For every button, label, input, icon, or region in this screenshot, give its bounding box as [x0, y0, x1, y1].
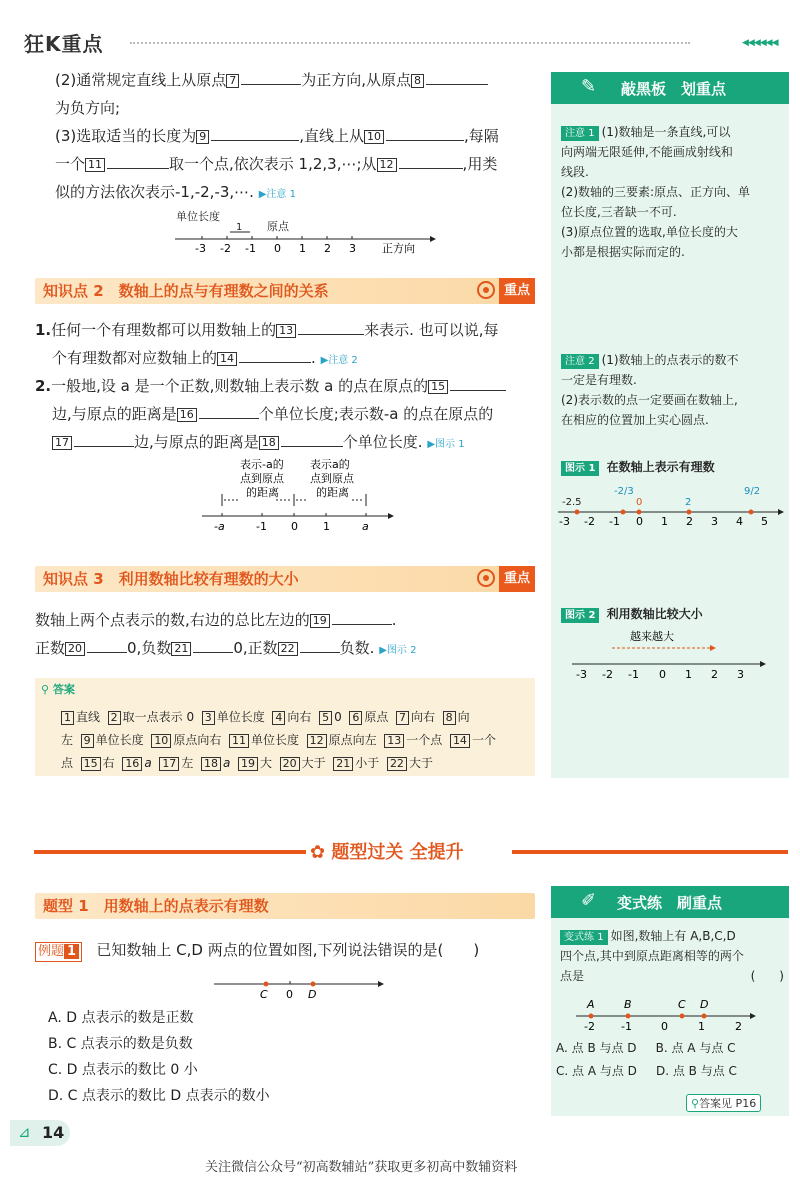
- left-distance-label: 的距离: [246, 486, 279, 499]
- example-1-number-line: [210, 972, 390, 1002]
- tick-label: 0: [636, 515, 643, 528]
- answer-ref[interactable]: ⚲答案见 P16: [686, 1094, 761, 1112]
- tick-label: -2: [584, 1020, 595, 1033]
- header-arrows: ◀◀◀◀◀◀: [742, 38, 778, 48]
- point-label: 9/2: [744, 486, 761, 497]
- flower-icon: ✿: [310, 842, 326, 863]
- tick-label: -3: [576, 668, 587, 681]
- point-label: -2/3: [614, 486, 634, 497]
- example-1-stem: 例题 1 已知数轴上 C,D 两点的位置如图,下列说法错误的是( ): [35, 936, 479, 964]
- tick-label: 1: [698, 1020, 705, 1033]
- sidebar-number-line-2: [570, 626, 770, 682]
- key-icon: ⚲: [41, 683, 50, 696]
- example-tag: 例题 1: [35, 942, 82, 962]
- student-icon: ✐: [581, 890, 597, 911]
- sidebar-note-1: 注意 1 (1)数轴是一条直线,可以 向两端无限延伸,不能画成射线和 线段. (2)数轴的三要素:原点、正方向、单 位长度,三者缺一不可. (3)原点位置的选取,单位长度的大 小都是根据实际而定的.: [561, 125, 751, 259]
- note-link[interactable]: ▶注意 1: [258, 189, 296, 200]
- tick-label: -2: [220, 242, 231, 255]
- note-link[interactable]: ▶注意 2: [320, 355, 358, 366]
- intro-line-2: 为负方向;: [55, 99, 121, 117]
- target-icon: [477, 569, 495, 587]
- choice-a[interactable]: A. D 点表示的数是正数: [48, 1010, 194, 1026]
- section-2-item-1: 1.任何一个有理数都可以用数轴上的 13 来表示. 也可以说,每: [35, 316, 498, 344]
- practice-title: 变式练 刷重点: [617, 894, 723, 912]
- number-line-figure-1: [160, 206, 440, 262]
- tick-label: -3: [559, 515, 570, 528]
- unit-length-label: 单位长度: [176, 210, 220, 223]
- left-distance-label: 点到原点: [240, 472, 284, 485]
- number-line-figure-2: [196, 458, 396, 536]
- sidebar-figure-2-header: 图示 2 利用数轴比较大小: [561, 604, 703, 624]
- teacher-icon: ✎: [581, 76, 597, 97]
- point-label: 2: [685, 497, 692, 508]
- tick-label: 5: [761, 515, 768, 528]
- note-tag: 注意 1: [561, 126, 599, 141]
- tick-label: 1: [685, 668, 692, 681]
- choice-d[interactable]: D. C 点表示的数比 D 点表示的数小: [48, 1088, 270, 1104]
- right-distance-label: 点到原点: [310, 472, 354, 485]
- answer-box: [35, 678, 535, 776]
- tick-label: 4: [736, 515, 743, 528]
- tick-label: 3: [711, 515, 718, 528]
- question-type-1-header: [35, 893, 535, 919]
- tick-label: -1: [628, 668, 639, 681]
- practice-choices-1: [556, 1038, 736, 1058]
- section-2-title: 知识点 2 数轴上的点与有理数之间的关系: [43, 282, 329, 300]
- intro-line-4: 一个 11 取一个点,依次表示 1,2,3,⋯;从 12 ,用类: [55, 150, 497, 178]
- tick-label: -1: [245, 242, 256, 255]
- practice-choices-2: [556, 1061, 737, 1081]
- practice-number-line: [572, 996, 762, 1034]
- brand-logo: [24, 28, 104, 57]
- compass-icon: ⊿: [18, 1123, 31, 1141]
- section-2-item-2-cont-2: 17 边,与原点的距离是 18 个单位长度. ▶图示 1: [52, 428, 465, 459]
- tick-label: -1: [609, 515, 620, 528]
- practice-choice-c[interactable]: C. 点 A 与点 D: [556, 1064, 637, 1078]
- sidebar-note-2: 注意 2 (1)数轴上的点表示的数不 一定是有理数. (2)表示数的点一定要画在数轴上, 在相应的位置加上实心圆点.: [561, 353, 739, 427]
- divider-left: [34, 850, 306, 854]
- tick-label: 0: [659, 668, 666, 681]
- tick-label: 3: [737, 668, 744, 681]
- tick-label: 2: [735, 1020, 742, 1033]
- key-icon: ⚲: [691, 1097, 700, 1110]
- right-distance-label: 的距离: [316, 486, 349, 499]
- page-number-badge: [10, 1120, 70, 1146]
- tick-label: -a: [214, 520, 225, 533]
- figure-link[interactable]: ▶图示 1: [427, 439, 465, 450]
- section-2-header: [35, 278, 535, 304]
- tick-label: 1: [323, 520, 330, 533]
- tick-label: 1: [299, 242, 306, 255]
- answer-row-3: 点 15 右 16 a 17 左 18 a 19 大 20 大于 21 小于 22 大于: [61, 756, 433, 770]
- key-point-badge: 重点: [499, 278, 535, 304]
- sidebar-figure-1-header: 图示 1 在数轴上表示有理数: [561, 457, 715, 477]
- divider-right: [512, 850, 788, 854]
- figure-link[interactable]: ▶图示 2: [379, 645, 417, 656]
- point-label: 0: [636, 497, 643, 508]
- point-label: B: [624, 998, 632, 1011]
- right-distance-label: 表示a的: [310, 458, 350, 471]
- tick-label: 3: [349, 242, 356, 255]
- direction-label: 正方向: [382, 242, 415, 255]
- one-unit-label: 1: [236, 222, 243, 233]
- tick-label: 0: [291, 520, 298, 533]
- answer-header: ⚲ 答案: [41, 683, 75, 696]
- figure-tag: 图示 2: [561, 608, 599, 623]
- origin-label: 原点: [267, 220, 289, 233]
- practice-choice-b[interactable]: B. 点 A 与点 C: [655, 1041, 736, 1055]
- section-3-line-2: 正数 20 0,负数 21 0,正数 22 负数. ▶图示 2: [35, 634, 416, 665]
- section-2-item-1-cont: 个有理数都对应数轴上的 14 . ▶注意 2: [52, 344, 358, 375]
- sidebar-header: [551, 72, 789, 104]
- tick-label: 1: [661, 515, 668, 528]
- section-3-title: 知识点 3 利用数轴比较有理数的大小: [43, 570, 299, 588]
- answer-row-1: 1 直线 2 取一点表示 0 3 单位长度 4 向右 5 0 6 原点 7 向右 8 向: [61, 707, 470, 727]
- arrow-label: 越来越大: [630, 630, 674, 643]
- section-3-line-1: 数轴上两个点表示的数,右边的总比左边的 19 .: [35, 606, 397, 634]
- section-3-header: [35, 566, 535, 592]
- intro-line-3: (3)选取适当的长度为 9 ,直线上从 10 ,每隔: [55, 122, 499, 150]
- tick-label: -3: [195, 242, 206, 255]
- tick-label: 2: [324, 242, 331, 255]
- point-label: D: [308, 988, 317, 1001]
- choice-b[interactable]: B. C 点表示的数是负数: [48, 1036, 193, 1052]
- point-label: A: [587, 998, 595, 1011]
- tick-label: -2: [602, 668, 613, 681]
- practice-tag: 变式练 1: [560, 930, 608, 945]
- intro-line-5: 似的方法依次表示-1,-2,-3,⋯. ▶注意 1: [55, 183, 296, 201]
- answer-row-2: 左 9 单位长度 10 原点向右 11 单位长度 12 原点向左 13 一个点 14 一个: [61, 733, 496, 747]
- point-label: C: [260, 988, 268, 1001]
- point-label: -2.5: [562, 497, 582, 508]
- section-2-item-2: 2.一般地,设 a 是一个正数,则数轴上表示数 a 的点在原点的 15: [35, 372, 506, 400]
- practice-choice-a[interactable]: A. 点 B 与点 D: [556, 1041, 637, 1055]
- tick-label: 2: [686, 515, 693, 528]
- divider-title: ✿ 题型过关 全提升: [310, 842, 464, 863]
- target-icon: [477, 281, 495, 299]
- tick-label: -2: [584, 515, 595, 528]
- question-type-1-title: 题型 1 用数轴上的点表示有理数: [43, 897, 269, 915]
- key-point-badge: 重点: [499, 566, 535, 592]
- point-label: C: [678, 998, 686, 1011]
- tick-label: -1: [621, 1020, 632, 1033]
- sidebar-title: 敲黑板 划重点: [621, 80, 727, 98]
- point-label: D: [700, 998, 709, 1011]
- footer-note: 关注微信公众号“初高数辅站”获取更多初高中数辅资料: [205, 1160, 518, 1175]
- tick-label: 0: [274, 242, 281, 255]
- choice-c[interactable]: C. D 点表示的数比 0 小: [48, 1062, 198, 1078]
- sidebar-number-line-1: [556, 480, 786, 530]
- header-dotted-line: [130, 42, 690, 44]
- practice-header: [551, 886, 789, 918]
- section-2-item-2-cont-1: 边,与原点的距离是 16 个单位长度;表示数-a 的点在原点的: [52, 400, 493, 428]
- point-label: 0: [286, 988, 293, 1001]
- tick-label: 2: [711, 668, 718, 681]
- figure-tag: 图示 1: [561, 461, 599, 476]
- tick-label: a: [362, 520, 369, 533]
- tick-label: -1: [256, 520, 267, 533]
- practice-stem: 变式练 1 如图,数轴上有 A,B,C,D 四个点,其中到原点距离相等的两个 点是 ( ): [560, 929, 784, 983]
- tick-label: 0: [661, 1020, 668, 1033]
- left-distance-label: 表示-a的: [240, 458, 284, 471]
- intro-line-1: (2)通常规定直线上从原点 7 为正方向,从原点 8: [55, 66, 488, 94]
- note-tag: 注意 2: [561, 354, 599, 369]
- page-number: 14: [42, 1123, 65, 1142]
- practice-choice-d[interactable]: D. 点 B 与点 C: [655, 1064, 737, 1078]
- brand-text: 狂K重点: [24, 32, 104, 56]
